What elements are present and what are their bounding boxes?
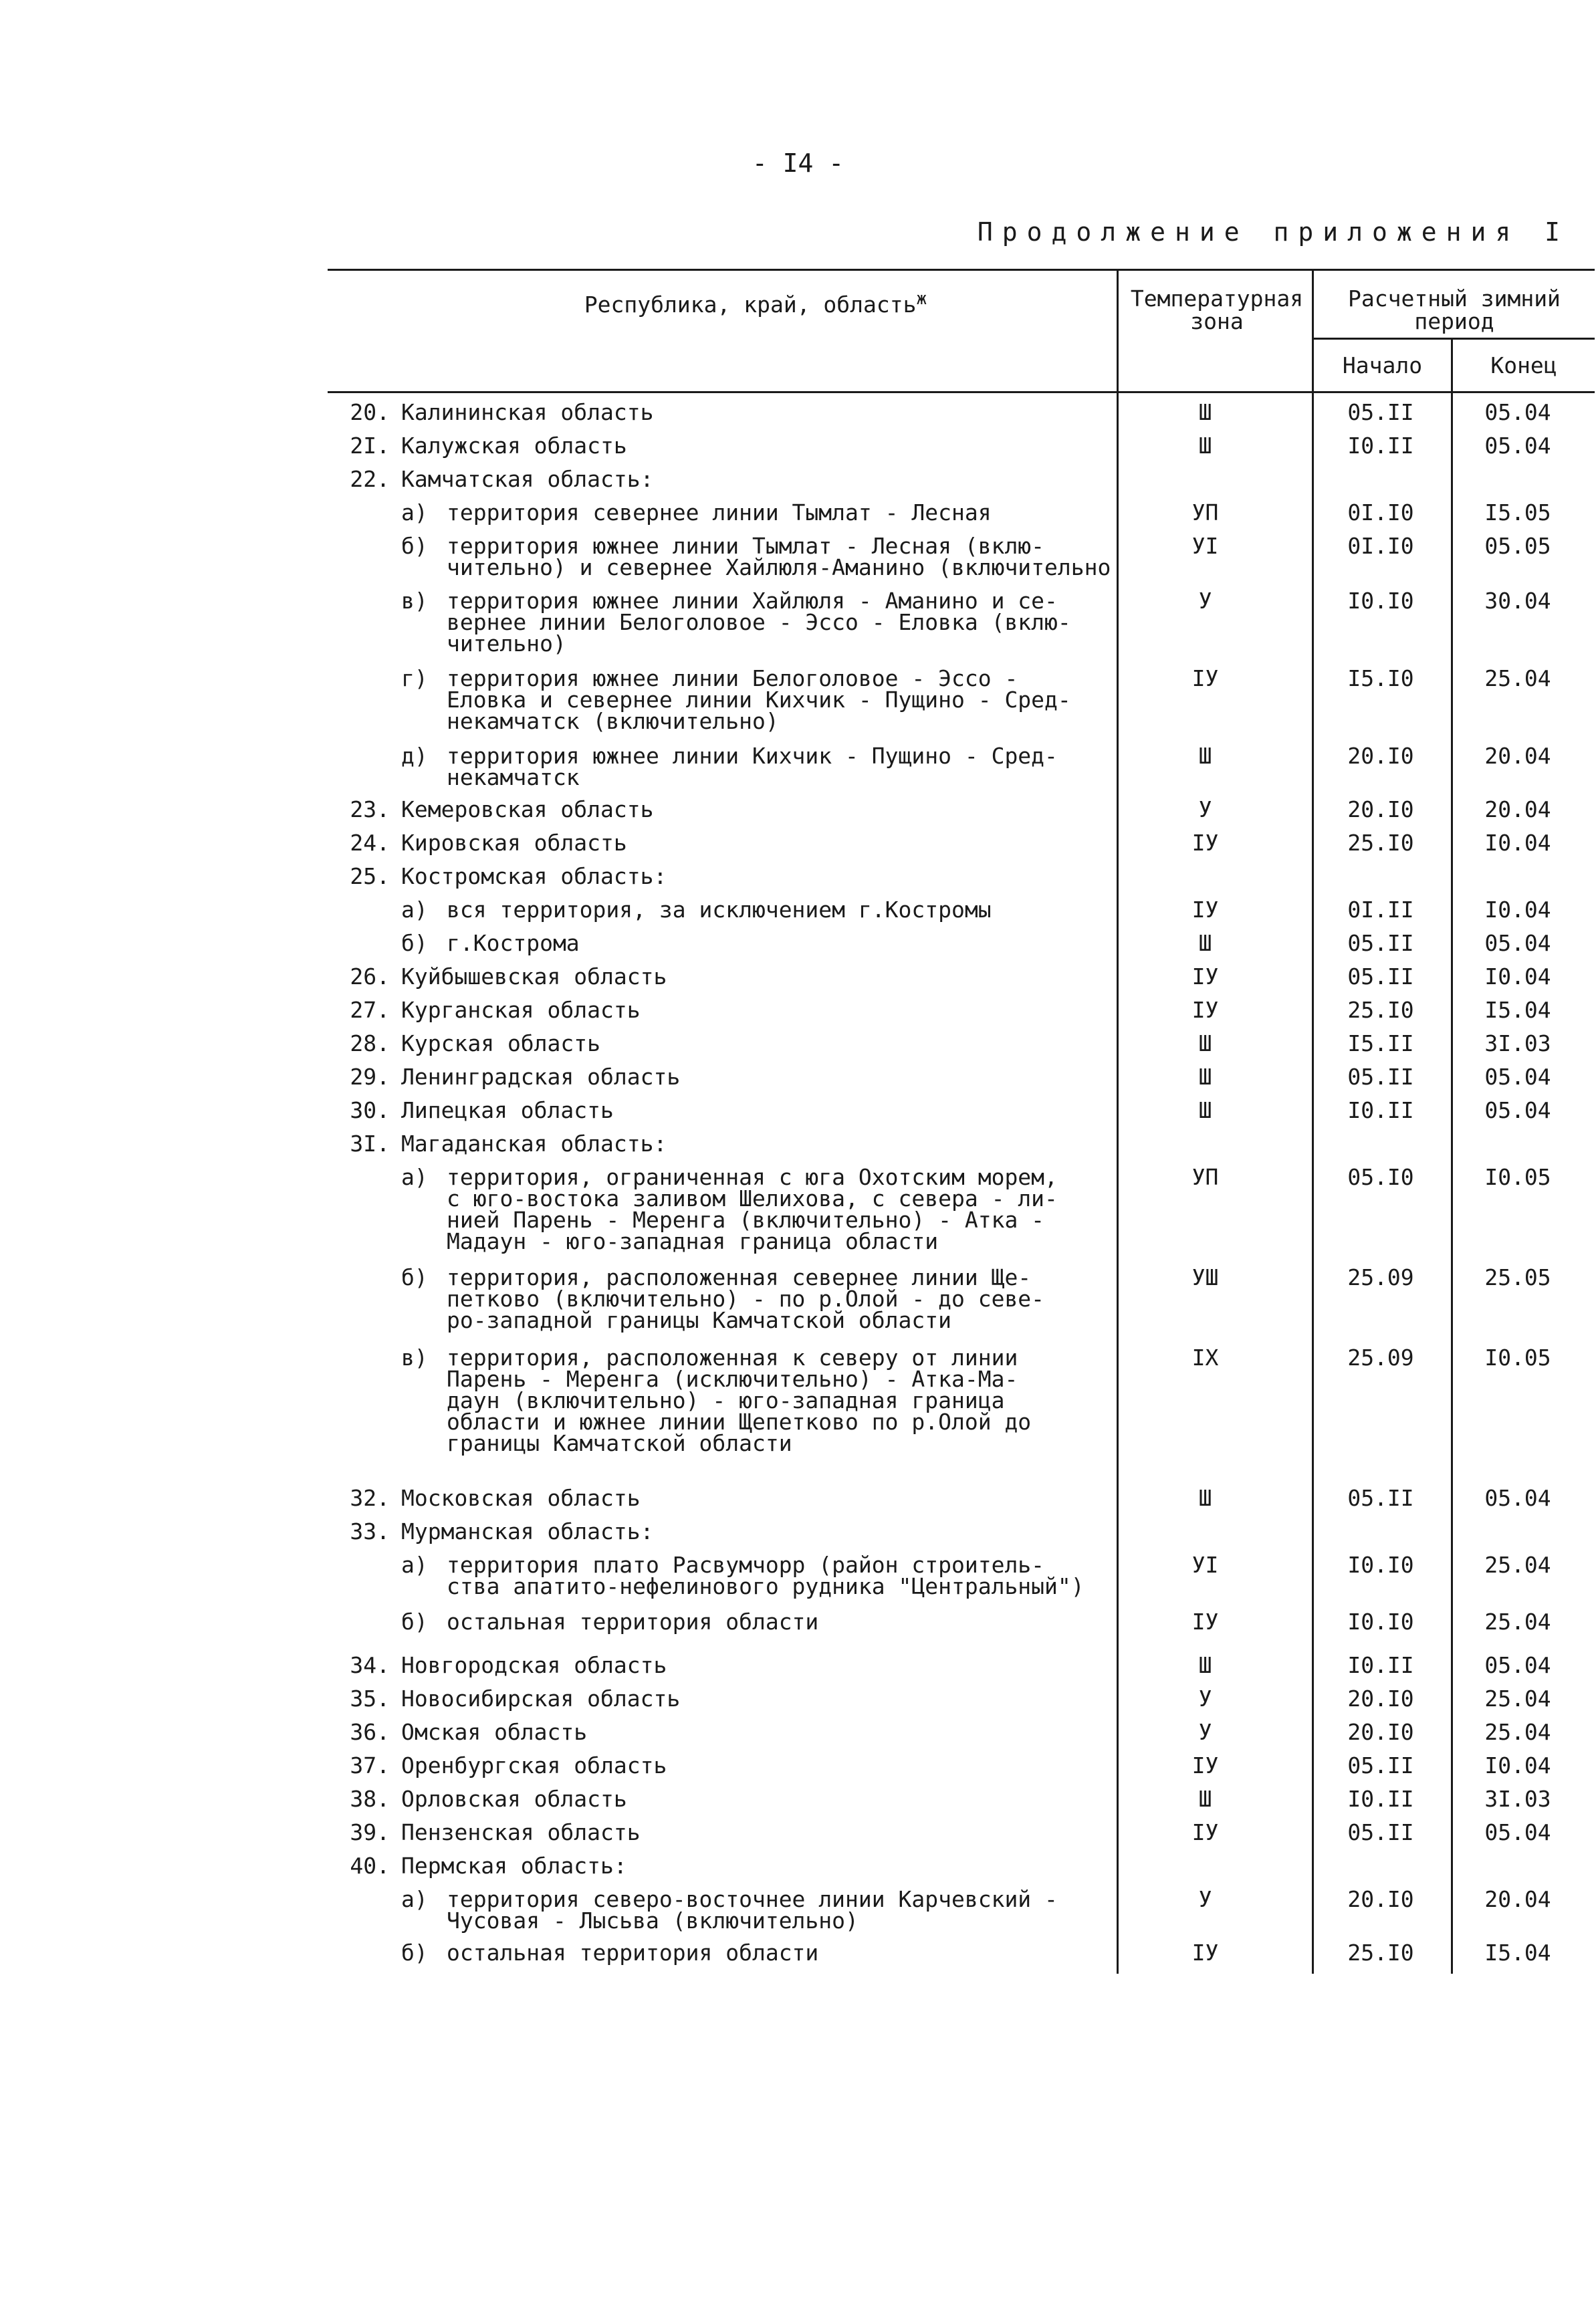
row-region: территория, ограниченная с юга Охотским морем, с юго-востока заливом Шелихова, с севера - ли- нией Парень - Меренга (включительно) - Атка - Мадаун - юго-западная граница области <box>447 1164 1058 1254</box>
row-region: территория, расположенная севернее линии Ще- петково (включительно) - по р.Олой - до севе- ро-западной границы Камчатской области <box>447 1264 1045 1333</box>
row-start: 05.I0 <box>1347 1164 1414 1190</box>
row-label: а) <box>401 897 428 923</box>
row-zone: Ш <box>1198 1030 1212 1056</box>
row-region: остальная территория области <box>447 1940 819 1966</box>
row-region: Пермская область: <box>401 1853 627 1879</box>
row-start: 25.I0 <box>1347 830 1414 856</box>
row-number: 34. <box>350 1652 390 1678</box>
row-end: 05.04 <box>1484 1485 1551 1511</box>
row-start: 05.II <box>1347 1752 1414 1778</box>
row-zone: IX <box>1191 1345 1219 1371</box>
row-number: 27. <box>350 997 390 1023</box>
row-zone: IУ <box>1191 1940 1219 1966</box>
row-region: территория южнее линии Белоголовое - Эссо - Еловка и севернее линии Кихчик - Пущино - Сред- некамчатск (включительно) <box>447 665 1071 734</box>
row-zone: Ш <box>1198 399 1212 425</box>
row-region: г.Кострома <box>447 930 580 956</box>
row-number: 26. <box>350 963 390 990</box>
row-region: Костромская область: <box>401 863 667 889</box>
row-start: 05.II <box>1347 1819 1414 1845</box>
row-end: 20.04 <box>1484 743 1551 769</box>
row-zone: IУ <box>1191 665 1219 691</box>
row-region: остальная территория области <box>447 1609 819 1635</box>
header-start: Начало <box>1342 352 1423 378</box>
row-start: 25.09 <box>1347 1264 1414 1290</box>
row-start: 20.I0 <box>1347 1719 1414 1745</box>
header-zone: Температурная зона <box>1130 285 1304 334</box>
row-region: Кемеровская область <box>401 796 654 822</box>
row-end: 05.04 <box>1484 1819 1551 1845</box>
row-region: Курская область <box>401 1030 601 1056</box>
row-zone: У <box>1198 1719 1212 1745</box>
row-label: б) <box>401 930 428 956</box>
row-label: а) <box>401 1552 428 1578</box>
row-start: 05.II <box>1347 963 1414 990</box>
row-label: в) <box>401 1345 428 1371</box>
col-divider-zone <box>1117 269 1119 1974</box>
row-zone: УШ <box>1191 1264 1219 1290</box>
row-region: территория, расположенная к северу от линии Парень - Меренга (исключительно) - Атка-Ма- даун (включительно) - юго-западная граница области и южнее линии Щепетково по р.Олой до границы Камчатской области <box>447 1345 1032 1456</box>
row-start: 25.09 <box>1347 1345 1414 1371</box>
row-number: 3I. <box>350 1131 390 1157</box>
row-end: 3I.03 <box>1484 1030 1551 1056</box>
row-zone: IУ <box>1191 963 1219 990</box>
page-number: - I4 - <box>752 148 844 178</box>
col-divider-start <box>1312 269 1314 1974</box>
row-end: 05.04 <box>1484 399 1551 425</box>
col-divider-end <box>1451 338 1453 1974</box>
row-zone: Ш <box>1198 930 1212 956</box>
row-label: д) <box>401 743 428 769</box>
row-end: 20.04 <box>1484 1886 1551 1912</box>
row-end: I0.05 <box>1484 1345 1551 1371</box>
row-region: Калужская область <box>401 433 627 459</box>
header-region-text: Республика, край, область <box>584 292 917 318</box>
row-label: а) <box>401 499 428 526</box>
row-region: Новосибирская область <box>401 1686 681 1712</box>
row-region: Липецкая область <box>401 1097 614 1123</box>
row-zone: Ш <box>1198 743 1212 769</box>
row-end: 3I.03 <box>1484 1786 1551 1812</box>
row-region: Орловская область <box>401 1786 627 1812</box>
row-start: 25.I0 <box>1347 1940 1414 1966</box>
row-zone: Ш <box>1198 1652 1212 1678</box>
row-end: 05.04 <box>1484 1097 1551 1123</box>
row-zone: IУ <box>1191 1752 1219 1778</box>
row-number: 39. <box>350 1819 390 1845</box>
row-label: г) <box>401 665 428 691</box>
row-label: б) <box>401 1609 428 1635</box>
row-zone: Ш <box>1198 1064 1212 1090</box>
row-start: 20.I0 <box>1347 796 1414 822</box>
row-zone: Ш <box>1198 1097 1212 1123</box>
row-start: 05.II <box>1347 1485 1414 1511</box>
row-end: 25.04 <box>1484 1552 1551 1578</box>
row-number: 33. <box>350 1518 390 1544</box>
row-start: 05.II <box>1347 930 1414 956</box>
row-zone: IУ <box>1191 1819 1219 1845</box>
row-region: территория севернее линии Тымлат - Лесная <box>447 499 992 526</box>
header-region <box>401 288 1110 316</box>
row-number: 20. <box>350 399 390 425</box>
row-zone: Ш <box>1198 1485 1212 1511</box>
row-zone: IУ <box>1191 1609 1219 1635</box>
row-zone: Ш <box>1198 433 1212 459</box>
row-start: 20.I0 <box>1347 743 1414 769</box>
row-region: Ленинградская область <box>401 1064 681 1090</box>
row-start: I0.II <box>1347 433 1414 459</box>
footnote-mark: ж <box>916 289 927 309</box>
row-number: 22. <box>350 466 390 492</box>
row-end: I0.04 <box>1484 1752 1551 1778</box>
row-number: 38. <box>350 1786 390 1812</box>
row-start: I5.I0 <box>1347 665 1414 691</box>
row-start: I0.II <box>1347 1652 1414 1678</box>
row-end: 05.05 <box>1484 533 1551 559</box>
row-region: Новгородская область <box>401 1652 667 1678</box>
row-label: б) <box>401 1264 428 1290</box>
row-label: б) <box>401 1940 428 1966</box>
header-period: Расчетный зимний период <box>1348 285 1561 334</box>
row-end: I0.04 <box>1484 963 1551 990</box>
row-label: а) <box>401 1164 428 1190</box>
row-region: Пензенская область <box>401 1819 641 1845</box>
row-end: 25.04 <box>1484 665 1551 691</box>
row-zone: У <box>1198 796 1212 822</box>
table-top-rule <box>328 269 1595 271</box>
row-end: I5.04 <box>1484 997 1551 1023</box>
row-region: Оренбургская область <box>401 1752 667 1778</box>
row-zone: У <box>1198 1886 1212 1912</box>
row-end: 05.04 <box>1484 1652 1551 1678</box>
row-start: I0.I0 <box>1347 588 1414 614</box>
row-end: 25.04 <box>1484 1686 1551 1712</box>
header-bottom-rule <box>328 391 1595 393</box>
row-region: Мурманская область: <box>401 1518 654 1544</box>
row-zone: УI <box>1191 1552 1219 1578</box>
row-number: 2I. <box>350 433 390 459</box>
row-start: I0.I0 <box>1347 1609 1414 1635</box>
row-number: 40. <box>350 1853 390 1879</box>
row-end: 05.04 <box>1484 1064 1551 1090</box>
row-region: Камчатская область: <box>401 466 654 492</box>
row-start: 20.I0 <box>1347 1886 1414 1912</box>
row-start: 0I.II <box>1347 897 1414 923</box>
row-region: Куйбышевская область <box>401 963 667 990</box>
row-label: в) <box>401 588 428 614</box>
row-start: I5.II <box>1347 1030 1414 1056</box>
row-end: 20.04 <box>1484 796 1551 822</box>
row-start: 0I.I0 <box>1347 533 1414 559</box>
row-end: I5.05 <box>1484 499 1551 526</box>
row-end: 05.04 <box>1484 433 1551 459</box>
row-start: I0.II <box>1347 1097 1414 1123</box>
row-label: б) <box>401 533 428 559</box>
row-zone: IУ <box>1191 997 1219 1023</box>
row-region: Магаданская область: <box>401 1131 667 1157</box>
header-end: Конец <box>1490 352 1557 378</box>
row-number: 25. <box>350 863 390 889</box>
row-start: 20.I0 <box>1347 1686 1414 1712</box>
row-region: территория южнее линии Тымлат - Лесная (вклю- чительно) и севернее Хайлюля-Аманино (включительно <box>447 533 1111 580</box>
row-zone: У <box>1198 588 1212 614</box>
row-number: 30. <box>350 1097 390 1123</box>
row-region: территория северо-восточнее линии Карчевский - Чусовая - Лысьва (включительно) <box>447 1886 1058 1934</box>
row-end: I5.04 <box>1484 1940 1551 1966</box>
row-region: Калининская область <box>401 399 654 425</box>
row-end: 25.04 <box>1484 1609 1551 1635</box>
row-zone: IУ <box>1191 897 1219 923</box>
row-region: территория южнее линии Кихчик - Пущино - Сред- некамчатск <box>447 743 1058 790</box>
row-end: I0.04 <box>1484 897 1551 923</box>
row-region: Курганская область <box>401 997 641 1023</box>
row-end: I0.04 <box>1484 830 1551 856</box>
row-number: 36. <box>350 1719 390 1745</box>
row-number: 23. <box>350 796 390 822</box>
row-number: 24. <box>350 830 390 856</box>
row-zone: Ш <box>1198 1786 1212 1812</box>
row-region: вся территория, за исключением г.Костромы <box>447 897 992 923</box>
row-zone: УП <box>1191 1164 1219 1190</box>
row-start: I0.II <box>1347 1786 1414 1812</box>
row-start: 25.I0 <box>1347 997 1414 1023</box>
row-start: 05.II <box>1347 1064 1414 1090</box>
row-number: 32. <box>350 1485 390 1511</box>
row-zone: УI <box>1191 533 1219 559</box>
row-region: Омская область <box>401 1719 588 1745</box>
row-end: 05.04 <box>1484 930 1551 956</box>
row-start: 05.II <box>1347 399 1414 425</box>
row-start: I0.I0 <box>1347 1552 1414 1578</box>
row-zone: У <box>1198 1686 1212 1712</box>
row-number: 29. <box>350 1064 390 1090</box>
row-region: Кировская область <box>401 830 627 856</box>
row-end: I0.05 <box>1484 1164 1551 1190</box>
row-number: 37. <box>350 1752 390 1778</box>
continuation-title: Продолжение приложения I <box>977 217 1569 247</box>
row-number: 28. <box>350 1030 390 1056</box>
row-number: 35. <box>350 1686 390 1712</box>
row-end: 25.05 <box>1484 1264 1551 1290</box>
row-region: Московская область <box>401 1485 641 1511</box>
row-start: 0I.I0 <box>1347 499 1414 526</box>
row-region: территория плато Расвумчорр (район строитель- ства апатито-нефелинового рудника "Центральный") <box>447 1552 1085 1599</box>
row-end: 25.04 <box>1484 1719 1551 1745</box>
row-zone: IУ <box>1191 830 1219 856</box>
period-split-rule <box>1312 338 1595 340</box>
row-region: территория южнее линии Хайлюля - Аманино и се- вернее линии Белоголовое - Эссо - Еловка (вклю- чительно) <box>447 588 1071 657</box>
row-end: 30.04 <box>1484 588 1551 614</box>
row-label: а) <box>401 1886 428 1912</box>
row-zone: УП <box>1191 499 1219 526</box>
